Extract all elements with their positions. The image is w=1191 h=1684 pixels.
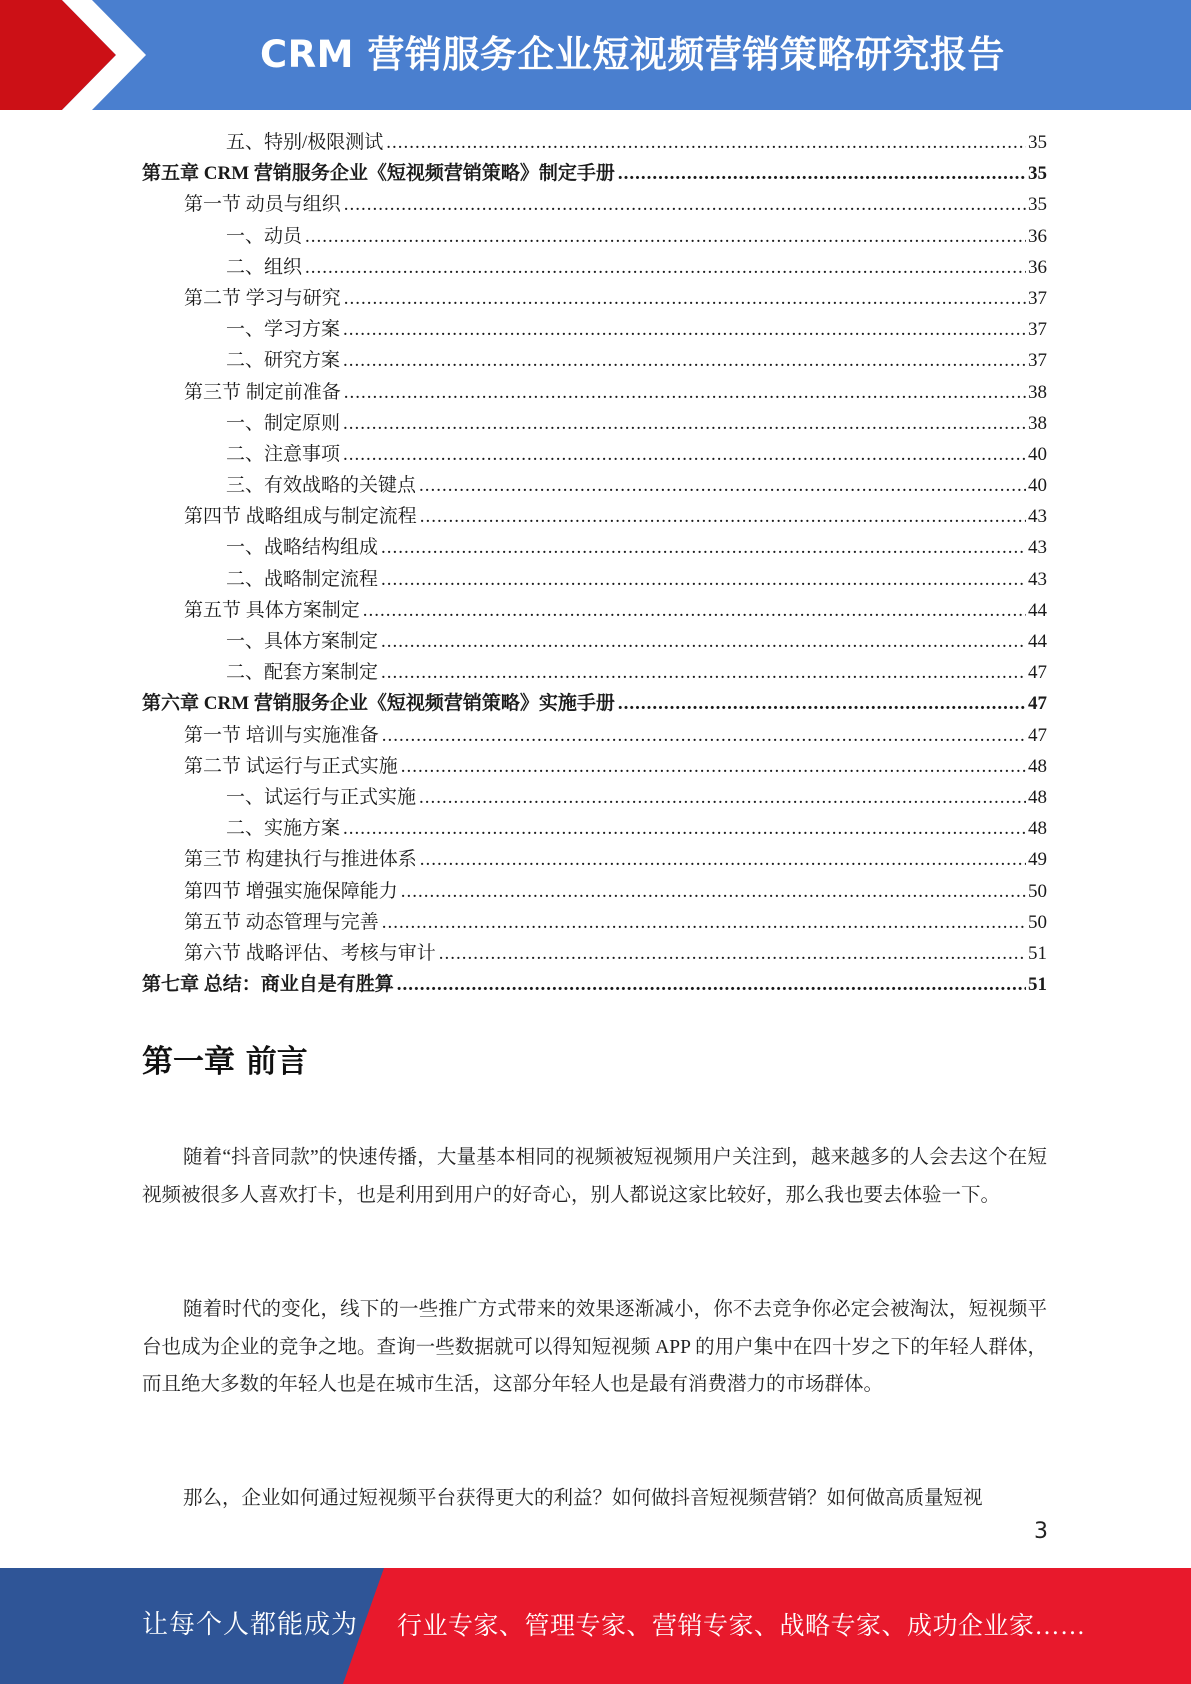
toc-entry[interactable] (142, 595, 1047, 626)
chapter-heading: 第一章 前言 (142, 1044, 308, 1080)
toc-dot-leader (401, 876, 1026, 907)
toc-entry-title: 二、战略制定流程 (226, 568, 379, 590)
toc-dot-leader (344, 283, 1026, 314)
toc-page-number: 47 (1028, 724, 1047, 746)
toc-page-number: 50 (1028, 880, 1047, 902)
body-paragraph: 随着时代的变化，线下的一些推广方式带来的效果逐渐减小，你不去竞争你必定会被淘汰，短视频平台也成为企业的竞争之地。查询一些数据就可以得知短视频 APP 的用户集中在四十岁之下的年轻人群体，而且绝大多数的年轻人也是在城市生活，这部分年轻人也是最有消费潜力的市场群体。 (142, 1299, 1047, 1395)
footer-slogan-left: 让每个人都能成为 (142, 1610, 359, 1639)
toc-entry[interactable] (142, 283, 1047, 314)
toc-entry-title: 一、具体方案制定 (226, 631, 379, 652)
toc-entry-title: 第一节 培训与实施准备 (184, 724, 379, 746)
toc-entry-title: 第五节 具体方案制定 (184, 599, 360, 621)
toc-dot-leader (305, 221, 1026, 252)
toc-dot-leader (381, 626, 1026, 657)
toc-entry[interactable] (142, 189, 1047, 220)
toc-entry[interactable] (142, 751, 1047, 782)
toc-entry-title: 第一节 动员与组织 (184, 194, 341, 216)
toc-entry[interactable] (142, 720, 1047, 751)
toc-dot-leader (343, 439, 1026, 470)
toc-dot-leader (381, 657, 1026, 688)
toc-entry-title: 一、战略结构组成 (226, 537, 379, 559)
toc-page-number: 50 (1028, 911, 1047, 933)
toc-entry-title: 二、组织 (226, 256, 303, 278)
toc-entry[interactable] (142, 907, 1047, 938)
toc-entry[interactable] (142, 345, 1047, 376)
toc-entry-title: 二、研究方案 (226, 350, 341, 372)
toc-page-number: 43 (1028, 568, 1047, 590)
toc-page-number: 35 (1028, 163, 1047, 185)
toc-entry-title: 二、配套方案制定 (226, 662, 379, 684)
toc-page-number: 44 (1028, 599, 1047, 621)
toc-entry[interactable] (142, 813, 1047, 844)
toc-page-number: 51 (1028, 942, 1047, 964)
toc-page-number: 36 (1028, 256, 1047, 278)
toc-page-number: 51 (1028, 974, 1047, 996)
toc-entry[interactable] (142, 844, 1047, 875)
toc-page-number: 48 (1028, 755, 1047, 777)
toc-page-number: 40 (1028, 443, 1047, 465)
toc-page-number: 47 (1028, 693, 1047, 715)
toc-entry[interactable] (142, 564, 1047, 595)
toc-dot-leader (420, 844, 1026, 875)
toc-entry-title: 第六节 战略评估、考核与审计 (184, 942, 436, 964)
toc-entry[interactable] (142, 626, 1047, 657)
toc-entry-title: 第四节 战略组成与制定流程 (184, 506, 417, 528)
toc-page-number: 35 (1028, 132, 1047, 153)
toc-entry[interactable] (142, 938, 1047, 969)
toc-entry-title: 一、制定原则 (226, 412, 341, 434)
toc-dot-leader (382, 907, 1026, 938)
toc-entry-title: 第三节 制定前准备 (184, 381, 341, 403)
toc-entry[interactable] (142, 127, 1047, 158)
toc-dot-leader (386, 127, 1026, 158)
toc-page-number: 44 (1028, 631, 1047, 652)
toc-entry[interactable] (142, 408, 1047, 439)
toc-dot-leader (420, 501, 1026, 532)
toc-dot-leader (343, 408, 1026, 439)
toc-entry[interactable] (142, 657, 1047, 688)
toc-dot-leader (397, 969, 1026, 1000)
toc-entry-title: 第五节 动态管理与完善 (184, 911, 379, 933)
toc-page-number: 35 (1028, 194, 1047, 216)
toc-dot-leader (618, 688, 1026, 719)
toc-entry[interactable] (142, 314, 1047, 345)
toc-page-number: 38 (1028, 381, 1047, 403)
toc-entry-title: 第二节 学习与研究 (184, 287, 341, 309)
footer-slogan-right: 行业专家、管理专家、营销专家、战略专家、成功企业家…… (397, 1613, 1086, 1640)
toc-dot-leader (363, 595, 1026, 626)
toc-entry[interactable] (142, 158, 1047, 189)
toc-page-number: 48 (1028, 818, 1047, 840)
toc-entry[interactable] (142, 470, 1047, 501)
toc-page-number: 37 (1028, 287, 1047, 309)
toc-page-number: 43 (1028, 506, 1047, 528)
page-footer-band (0, 1568, 1191, 1684)
toc-entry-title: 一、学习方案 (226, 319, 341, 341)
toc-entry[interactable] (142, 252, 1047, 283)
table-of-contents (142, 127, 1047, 1000)
toc-entry-title: 第三节 构建执行与推进体系 (184, 849, 417, 871)
toc-dot-leader (419, 782, 1026, 813)
toc-entry-title: 第七章 总结：商业自是有胜算 (142, 974, 394, 996)
toc-page-number: 37 (1028, 319, 1047, 341)
toc-page-number: 36 (1028, 225, 1047, 247)
toc-entry-title: 五、特别/极限测试 (226, 132, 384, 153)
body-paragraph: 随着“抖音同款”的快速传播，大量基本相同的视频被短视频用户关注到，越来越多的人会去这个在短视频被很多人喜欢打卡，也是利用到用户的好奇心，别人都说这家比较好，那么我也要去体验一下。 (142, 1147, 1047, 1206)
toc-page-number: 48 (1028, 786, 1047, 808)
toc-entry[interactable] (142, 688, 1047, 719)
toc-entry[interactable] (142, 532, 1047, 563)
toc-entry-title: 第四节 增强实施保障能力 (184, 880, 398, 902)
toc-entry-title: 二、注意事项 (226, 443, 341, 465)
report-title: CRM 营销服务企业短视频营销策略研究报告 (260, 33, 1005, 76)
toc-entry[interactable] (142, 221, 1047, 252)
toc-dot-leader (343, 314, 1026, 345)
toc-entry-title: 一、试运行与正式实施 (226, 786, 417, 808)
toc-entry-title: 三、有效战略的关键点 (226, 475, 417, 497)
toc-entry[interactable] (142, 439, 1047, 470)
toc-entry[interactable] (142, 782, 1047, 813)
toc-dot-leader (381, 564, 1026, 595)
body-paragraph: 那么，企业如何通过短视频平台获得更大的利益？如何做抖音短视频营销？如何做高质量短视 (183, 1488, 983, 1509)
page-number: 3 (1034, 1519, 1048, 1544)
toc-dot-leader (401, 751, 1026, 782)
toc-dot-leader (382, 720, 1026, 751)
toc-dot-leader (381, 532, 1026, 563)
toc-dot-leader (419, 470, 1026, 501)
toc-dot-leader (344, 189, 1026, 220)
toc-entry-title: 二、实施方案 (226, 818, 341, 840)
page-header-band (0, 0, 1191, 110)
toc-dot-leader (439, 938, 1026, 969)
toc-page-number: 37 (1028, 350, 1047, 372)
toc-page-number: 49 (1028, 849, 1047, 871)
toc-page-number: 47 (1028, 662, 1047, 684)
toc-dot-leader (343, 345, 1026, 376)
toc-page-number: 38 (1028, 412, 1047, 434)
toc-page-number: 40 (1028, 475, 1047, 497)
toc-entry[interactable] (142, 501, 1047, 532)
toc-dot-leader (618, 158, 1026, 189)
toc-entry[interactable] (142, 969, 1047, 1000)
toc-dot-leader (344, 377, 1026, 408)
toc-entry-title: 第五章 CRM 营销服务企业《短视频营销策略》制定手册 (142, 163, 615, 185)
toc-entry-title: 第六章 CRM 营销服务企业《短视频营销策略》实施手册 (142, 693, 615, 715)
toc-entry[interactable] (142, 876, 1047, 907)
toc-page-number: 43 (1028, 537, 1047, 559)
toc-dot-leader (343, 813, 1026, 844)
toc-dot-leader (305, 252, 1026, 283)
toc-entry-title: 第二节 试运行与正式实施 (184, 755, 398, 777)
toc-entry-title: 一、动员 (226, 225, 303, 247)
toc-entry[interactable] (142, 377, 1047, 408)
header-red-arrow-decoration (0, 0, 150, 110)
